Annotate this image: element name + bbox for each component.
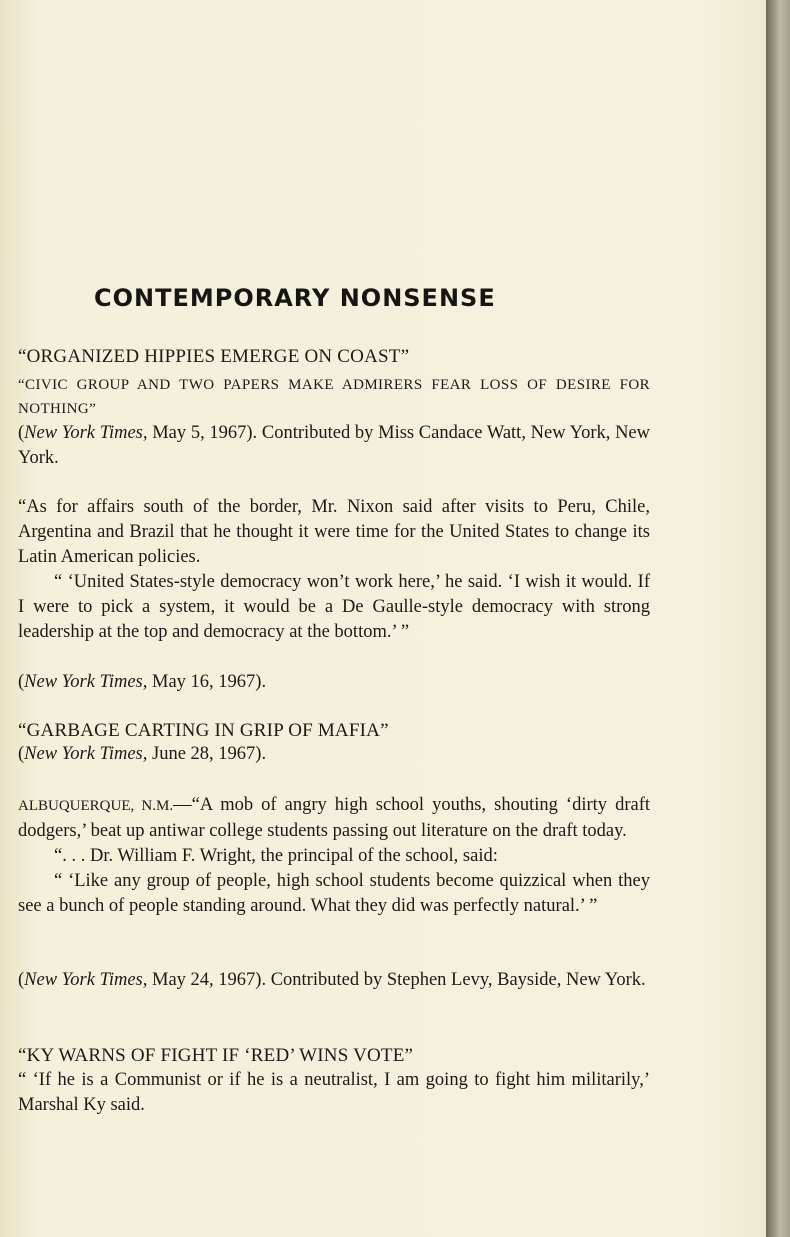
dateline: ALBUQUERQUE, N.M. <box>18 798 174 814</box>
paragraph: “ ‘Like any group of people, high school students become quizzical when they see a bunch of people standing around. What they did was perfectly natural.’ ” <box>18 871 650 916</box>
citation-details: May 16, 1967). <box>147 672 267 692</box>
citation-details: June 28, 1967). <box>147 744 267 764</box>
headline-garbage-carting: “GARBAGE CARTING IN GRIP OF MAFIA” <box>18 720 389 741</box>
quote-albuquerque <box>18 793 650 919</box>
paragraph: “. . . Dr. William F. Wright, the principal of the school, said: <box>54 846 498 866</box>
citation-item-3: (New York Times, June 28, 1967). <box>18 744 267 764</box>
paragraph <box>18 793 650 844</box>
citation-item-4: (New York Times, May 24, 1967). Contributed by Stephen Levy, Bayside, New York. <box>18 970 646 990</box>
citation-item-1: (New York Times, May 5, 1967). Contributed by Miss Candace Watt, New York, New York. <box>18 423 651 468</box>
page-edge <box>766 0 790 1237</box>
page-title: CONTEMPORARY NONSENSE <box>94 284 496 313</box>
quote-nixon <box>18 495 650 645</box>
citation-source: New York Times, <box>24 672 148 692</box>
paragraph: “ ‘If he is a Communist or if he is a neutralist, I am going to fight him militarily,’ Marshal Ky said. <box>18 1070 650 1115</box>
quote-ky <box>18 1068 650 1118</box>
paragraph: “ ‘United States-style democracy won’t work here,’ he said. ‘I wish it would. If I were to pick a system, it would be a De Gaulle-style democracy with strong leadership at the top and democracy at the bottom.’ ” <box>18 572 650 642</box>
subhead-civic-group: “CIVIC GROUP AND TWO PAPERS MAKE ADMIRERS FEAR LOSS OF DESIRE FOR NOTHING” <box>18 377 650 417</box>
citation-details: May 5, 1967). Contributed by Miss Candace Watt, New York, New York. <box>18 423 651 468</box>
paragraph: “As for affairs south of the border, Mr. Nixon said after visits to Peru, Chile, Argentina and Brazil that he thought it were time for the United States to change its Latin American policies. <box>18 497 650 567</box>
citation-source: New York Times, <box>24 744 148 764</box>
citation-details: May 24, 1967). Contributed by Stephen Levy, Bayside, New York. <box>147 970 646 990</box>
headline-organized-hippies: “ORGANIZED HIPPIES EMERGE ON COAST” <box>18 346 410 367</box>
citation-source: New York Times, <box>24 423 148 443</box>
citation-item-2: (New York Times, May 16, 1967). <box>18 672 267 692</box>
paragraph-text: —“A mob of angry high school youths, shouting ‘dirty draft dodgers,’ beat up antiwar college students passing out literature on the draft today. <box>18 795 650 841</box>
citation-source: New York Times, <box>24 970 148 990</box>
headline-ky-warns: “KY WARNS OF FIGHT IF ‘RED’ WINS VOTE” <box>18 1045 414 1066</box>
